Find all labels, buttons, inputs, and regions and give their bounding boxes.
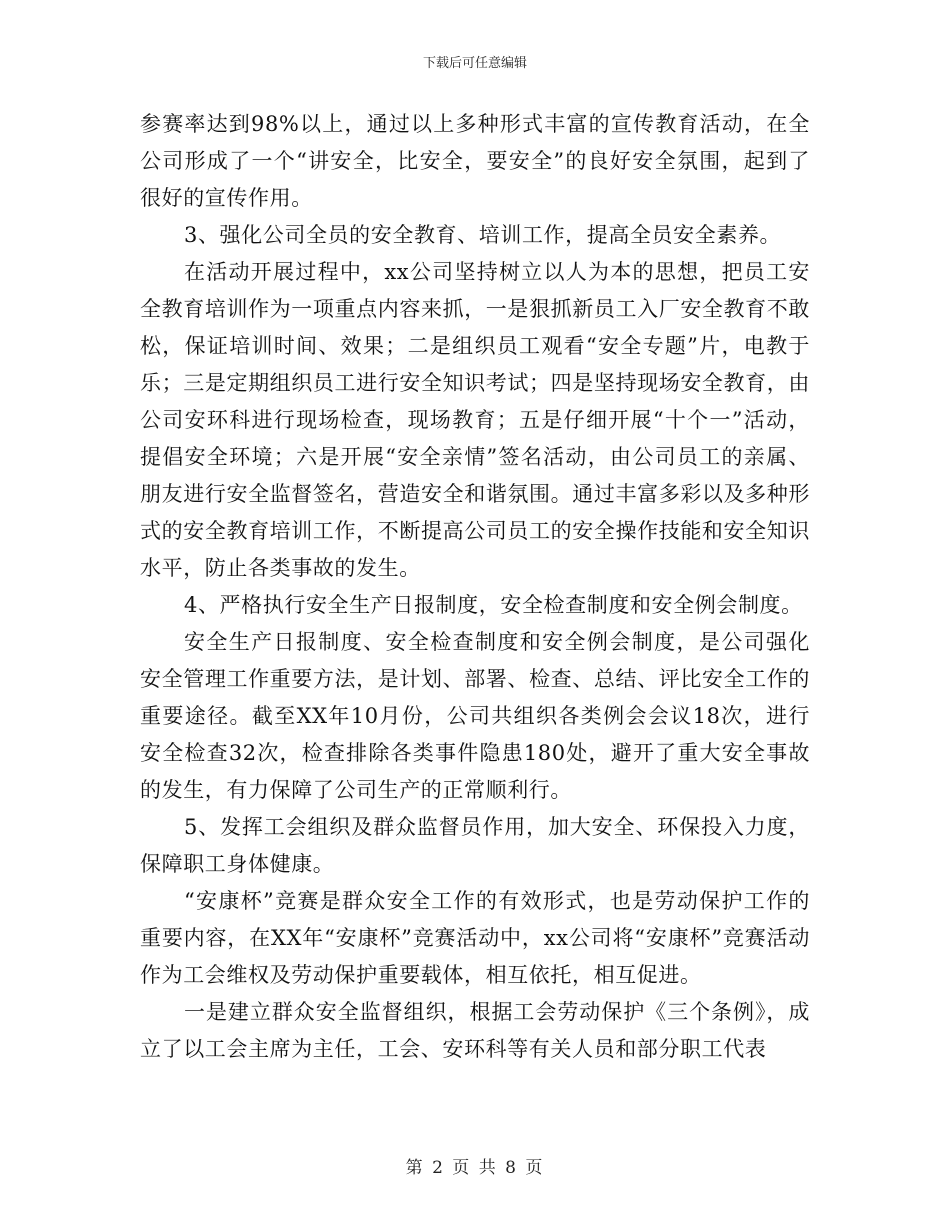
paragraph-1: 参赛率达到98%以上，通过以上多种形式丰富的宣传教育活动，在全公司形成了一个“讲安全，比安全，要安全”的良好安全氛围，起到了很好的宣传作用。: [140, 112, 810, 210]
paragraph-5: 安全生产日报制度、安全检查制度和安全例会制度，是公司强化安全管理工作重要方法，是计划、部署、检查、总结、评比安全工作的重要途径。截至XX年10月份，公司共组织各类例会会议18次，进行安全检查32次，检查排除各类事件隐患180处，避开了重大安全事故的发生，有力保障了公司生产的正常顺利行。: [140, 630, 810, 802]
paragraph-8: 一是建立群众安全监督组织，根据工会劳动保护《三个条例》，成立了以工会主席为主任，工会、安环科等有关人员和部分职工代表: [140, 1000, 810, 1061]
document-body: [140, 106, 810, 1068]
paragraph-3: 在活动开展过程中，xx公司坚持树立以人为本的思想，把员工安全教育培训作为一项重点内容来抓，一是狠抓新员工入厂安全教育不敢松，保证培训时间、效果；二是组织员工观看“安全专题”片，电教于乐；三是定期组织员工进行安全知识考试；四是坚持现场安全教育，由公司安环科进行现场检查，现场教育；五是仔细开展“十个一”活动，提倡安全环境；六是开展“安全亲情”签名活动，由公司员工的亲属、朋友进行安全监督签名，营造安全和谐氛围。通过丰富多彩以及多种形式的安全教育培训工作，不断提高公司员工的安全操作技能和安全知识水平，防止各类事故的发生。: [140, 260, 810, 580]
paragraph-2-heading: 3、强化公司全员的安全教育、培训工作，提高全员安全素养。: [184, 223, 782, 247]
paragraph-7: “安康杯”竞赛是群众安全工作的有效形式，也是劳动保护工作的重要内容，在XX年“安康杯”竞赛活动中，xx公司将“安康杯”竞赛活动作为工会维权及劳动保护重要载体，相互依托，相互促进。: [140, 889, 810, 987]
paragraph-6-heading: 5、发挥工会组织及群众监督员作用，加大安全、环保投入力度，保障职工身体健康。: [140, 815, 810, 876]
page-footer: 第 2 页 共 8 页: [405, 1158, 545, 1178]
page-header: 下载后可任意编辑: [422, 56, 527, 71]
paragraph-4-heading: 4、严格执行安全生产日报制度，安全检查制度和安全例会制度。: [184, 593, 803, 617]
